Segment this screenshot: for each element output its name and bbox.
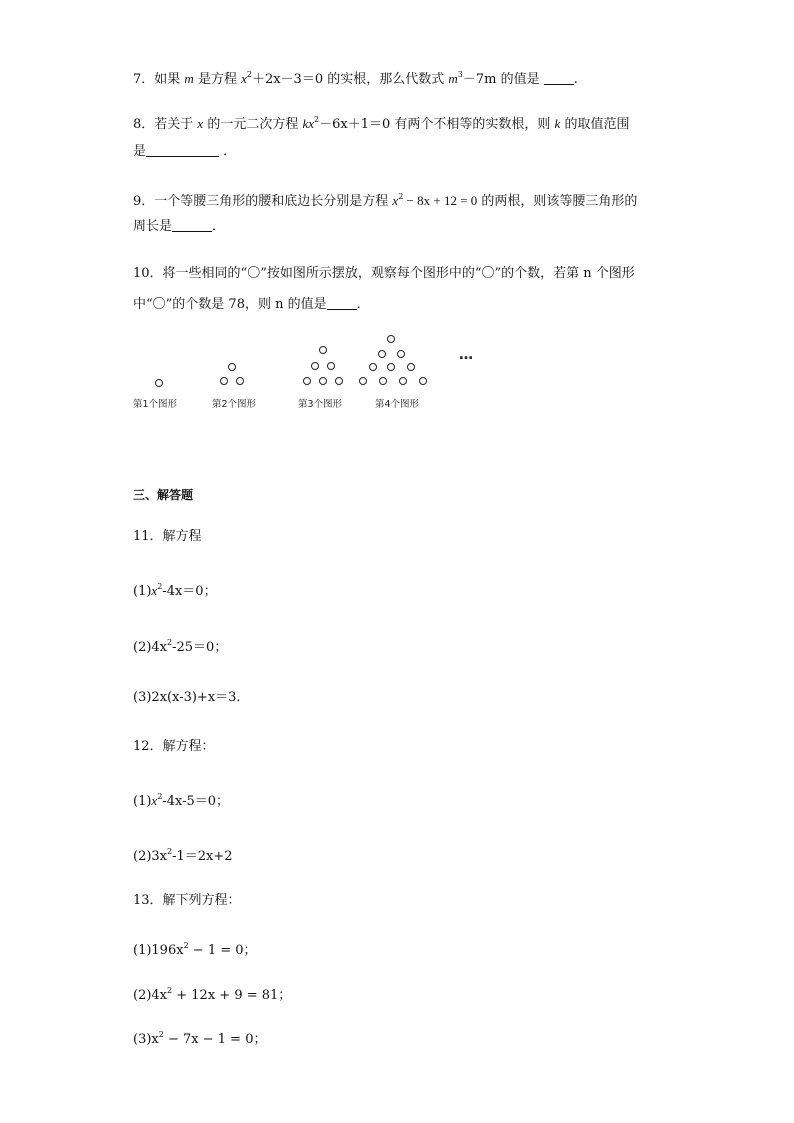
circle — [320, 378, 327, 385]
q11-part-2 — [133, 634, 227, 657]
q8-line2-text: 是 — [133, 144, 147, 159]
question-8-line-2 — [133, 143, 236, 161]
question-8 — [133, 111, 629, 134]
q11-p1-rest: -4x＝0； — [162, 584, 217, 599]
q11-title: 11．解方程 — [133, 529, 202, 544]
q13-p2-prefix: (2)4x — [133, 988, 168, 1003]
q11-p2-prefix: (2)4x — [133, 640, 168, 655]
circle — [312, 363, 319, 370]
q7-text-3: 的实根，那么代数式 — [323, 72, 449, 87]
circle — [398, 351, 405, 358]
q13-part-3 — [133, 1026, 266, 1049]
circle — [320, 347, 327, 354]
circle — [328, 363, 335, 370]
q7-answer-blank[interactable] — [544, 71, 574, 85]
circle — [304, 378, 311, 385]
q13-p2-exponent: 2 — [167, 986, 173, 995]
figure-1-circles — [156, 380, 163, 387]
q12-p1-rest: -4x-5＝0； — [162, 794, 229, 809]
q9-text-1: 一个等腰三角形的腰和底边长分别是方程 — [154, 194, 393, 209]
figure-2-circles — [221, 364, 244, 385]
q12-title: 12．解方程： — [133, 739, 215, 754]
circle — [420, 378, 427, 385]
circle — [400, 378, 407, 385]
q9-line2-text: 周长是 — [133, 219, 173, 234]
q9-end: ． — [212, 219, 226, 234]
q11-p1-exponent: 2 — [157, 582, 163, 591]
figure-ellipsis: … — [459, 347, 473, 363]
q12-p1-prefix: (1) — [133, 794, 152, 809]
q8-number: 8． — [133, 117, 155, 132]
q7-var-m: m — [184, 71, 194, 86]
q9-eq-exponent: 2 — [398, 192, 404, 201]
q7-expr-m: m — [448, 71, 458, 86]
figure-3-label: 第3个图形 — [298, 399, 343, 410]
q8-var-x: x — [197, 116, 204, 131]
q11-p2-exponent: 2 — [167, 638, 173, 647]
q9-number: 9． — [133, 194, 155, 209]
q9-eq-rest: − 8x + 12 = 0 — [403, 193, 478, 208]
q13-p3-rest: − 7x − 1 = 0； — [163, 1032, 267, 1047]
question-9-line-2 — [133, 218, 225, 236]
q12-part-2 — [133, 843, 233, 866]
q7-number: 7． — [133, 72, 155, 87]
q13-part-2 — [133, 982, 291, 1005]
q7-expr-rest: －7m — [462, 72, 497, 87]
circle — [379, 351, 386, 358]
q8-eq-kx: kx — [302, 116, 315, 131]
q9-eq-x: x — [392, 193, 399, 208]
circle — [408, 364, 415, 371]
q9-answer-blank[interactable] — [172, 218, 212, 232]
circle — [237, 378, 244, 385]
q8-eq-rest: －6x＋1＝0 — [319, 117, 391, 132]
q13-p1-exponent: 2 — [183, 941, 189, 950]
figure-4-label: 第4个图形 — [375, 399, 420, 410]
q12-part-1 — [133, 788, 229, 811]
question-10 — [133, 265, 635, 283]
circle — [156, 380, 163, 387]
circle — [388, 336, 395, 343]
q8-var-k: k — [554, 116, 561, 131]
q7-eq-x: x — [241, 71, 247, 86]
q13-p3-exponent: 2 — [158, 1030, 164, 1039]
figure-2-label: 第2个图形 — [212, 399, 257, 410]
q10-line2: 中“〇”的个数是 78，则 n 的值是 — [133, 297, 327, 312]
question-10-line-2 — [133, 296, 370, 314]
q12-p2-exponent: 2 — [167, 847, 173, 856]
circle — [336, 378, 343, 385]
section-3-title: 三、解答题 — [133, 488, 194, 502]
circle — [388, 364, 395, 371]
q8-text-3: 有两个不相等的实数根，则 — [390, 117, 555, 132]
q12-p1-exponent: 2 — [157, 792, 163, 801]
q10-end: ． — [356, 297, 370, 312]
circle — [380, 378, 387, 385]
q7-text-4: 的值是 — [496, 72, 544, 87]
q10-line1: 将一些相同的“〇”按如图所示摆放，观察每个图形中的“〇”的个数，若第 n 个图形 — [162, 266, 635, 281]
q11-p2-rest: -25＝0； — [172, 640, 228, 655]
q8-end: ． — [223, 144, 237, 159]
q8-text-2: 的一元二次方程 — [203, 117, 303, 132]
q8-eq-exponent: 2 — [314, 115, 320, 124]
q11-p1-var: x — [151, 583, 158, 598]
q7-text-2: 是方程 — [193, 72, 242, 87]
q13-part-1 — [133, 937, 257, 960]
q8-text-1: 若关于 — [154, 117, 198, 132]
figure-3-circles — [304, 347, 343, 385]
q13-p1-rest: − 1 = 0； — [188, 943, 257, 958]
q7-end: . — [573, 72, 578, 87]
q13-p2-rest: + 12x + 9 = 81； — [172, 988, 292, 1003]
circle-pattern-figure — [125, 330, 485, 420]
q13-p3-prefix: (3)x — [133, 1032, 159, 1047]
q7-expr-exponent: 3 — [457, 70, 463, 79]
q13-title: 13．解下列方程： — [133, 893, 241, 908]
q11-part-1 — [133, 578, 217, 601]
q11-p1-prefix: (1) — [133, 584, 152, 599]
q10-number: 10． — [133, 266, 163, 281]
question-9 — [133, 188, 637, 211]
circle — [221, 378, 228, 385]
q11-part-3: (3)2x(x-3)+x＝3． — [133, 690, 250, 705]
q7-text-1: 如果 — [154, 72, 185, 87]
q9-text-2: 的两根，则该等腰三角形的 — [477, 194, 638, 209]
q12-p2-rest: -1＝2x+2 — [172, 849, 233, 864]
figure-4-circles — [360, 336, 427, 385]
question-7 — [133, 66, 578, 89]
circle — [360, 378, 367, 385]
q10-answer-blank[interactable] — [327, 296, 357, 310]
q13-p1-prefix: (1)196x — [133, 943, 184, 958]
circle — [370, 364, 377, 371]
q12-p1-var: x — [151, 793, 158, 808]
figure-1-label: 第1个图形 — [133, 399, 178, 410]
q12-p2-prefix: (2)3x — [133, 849, 168, 864]
q8-answer-blank[interactable] — [146, 143, 219, 157]
q7-eq-exponent: 2 — [246, 70, 252, 79]
q7-eq-rest: ＋2x－3＝0 — [251, 72, 324, 87]
q8-text-4: 的取值范围 — [560, 117, 630, 132]
circle — [229, 364, 236, 371]
